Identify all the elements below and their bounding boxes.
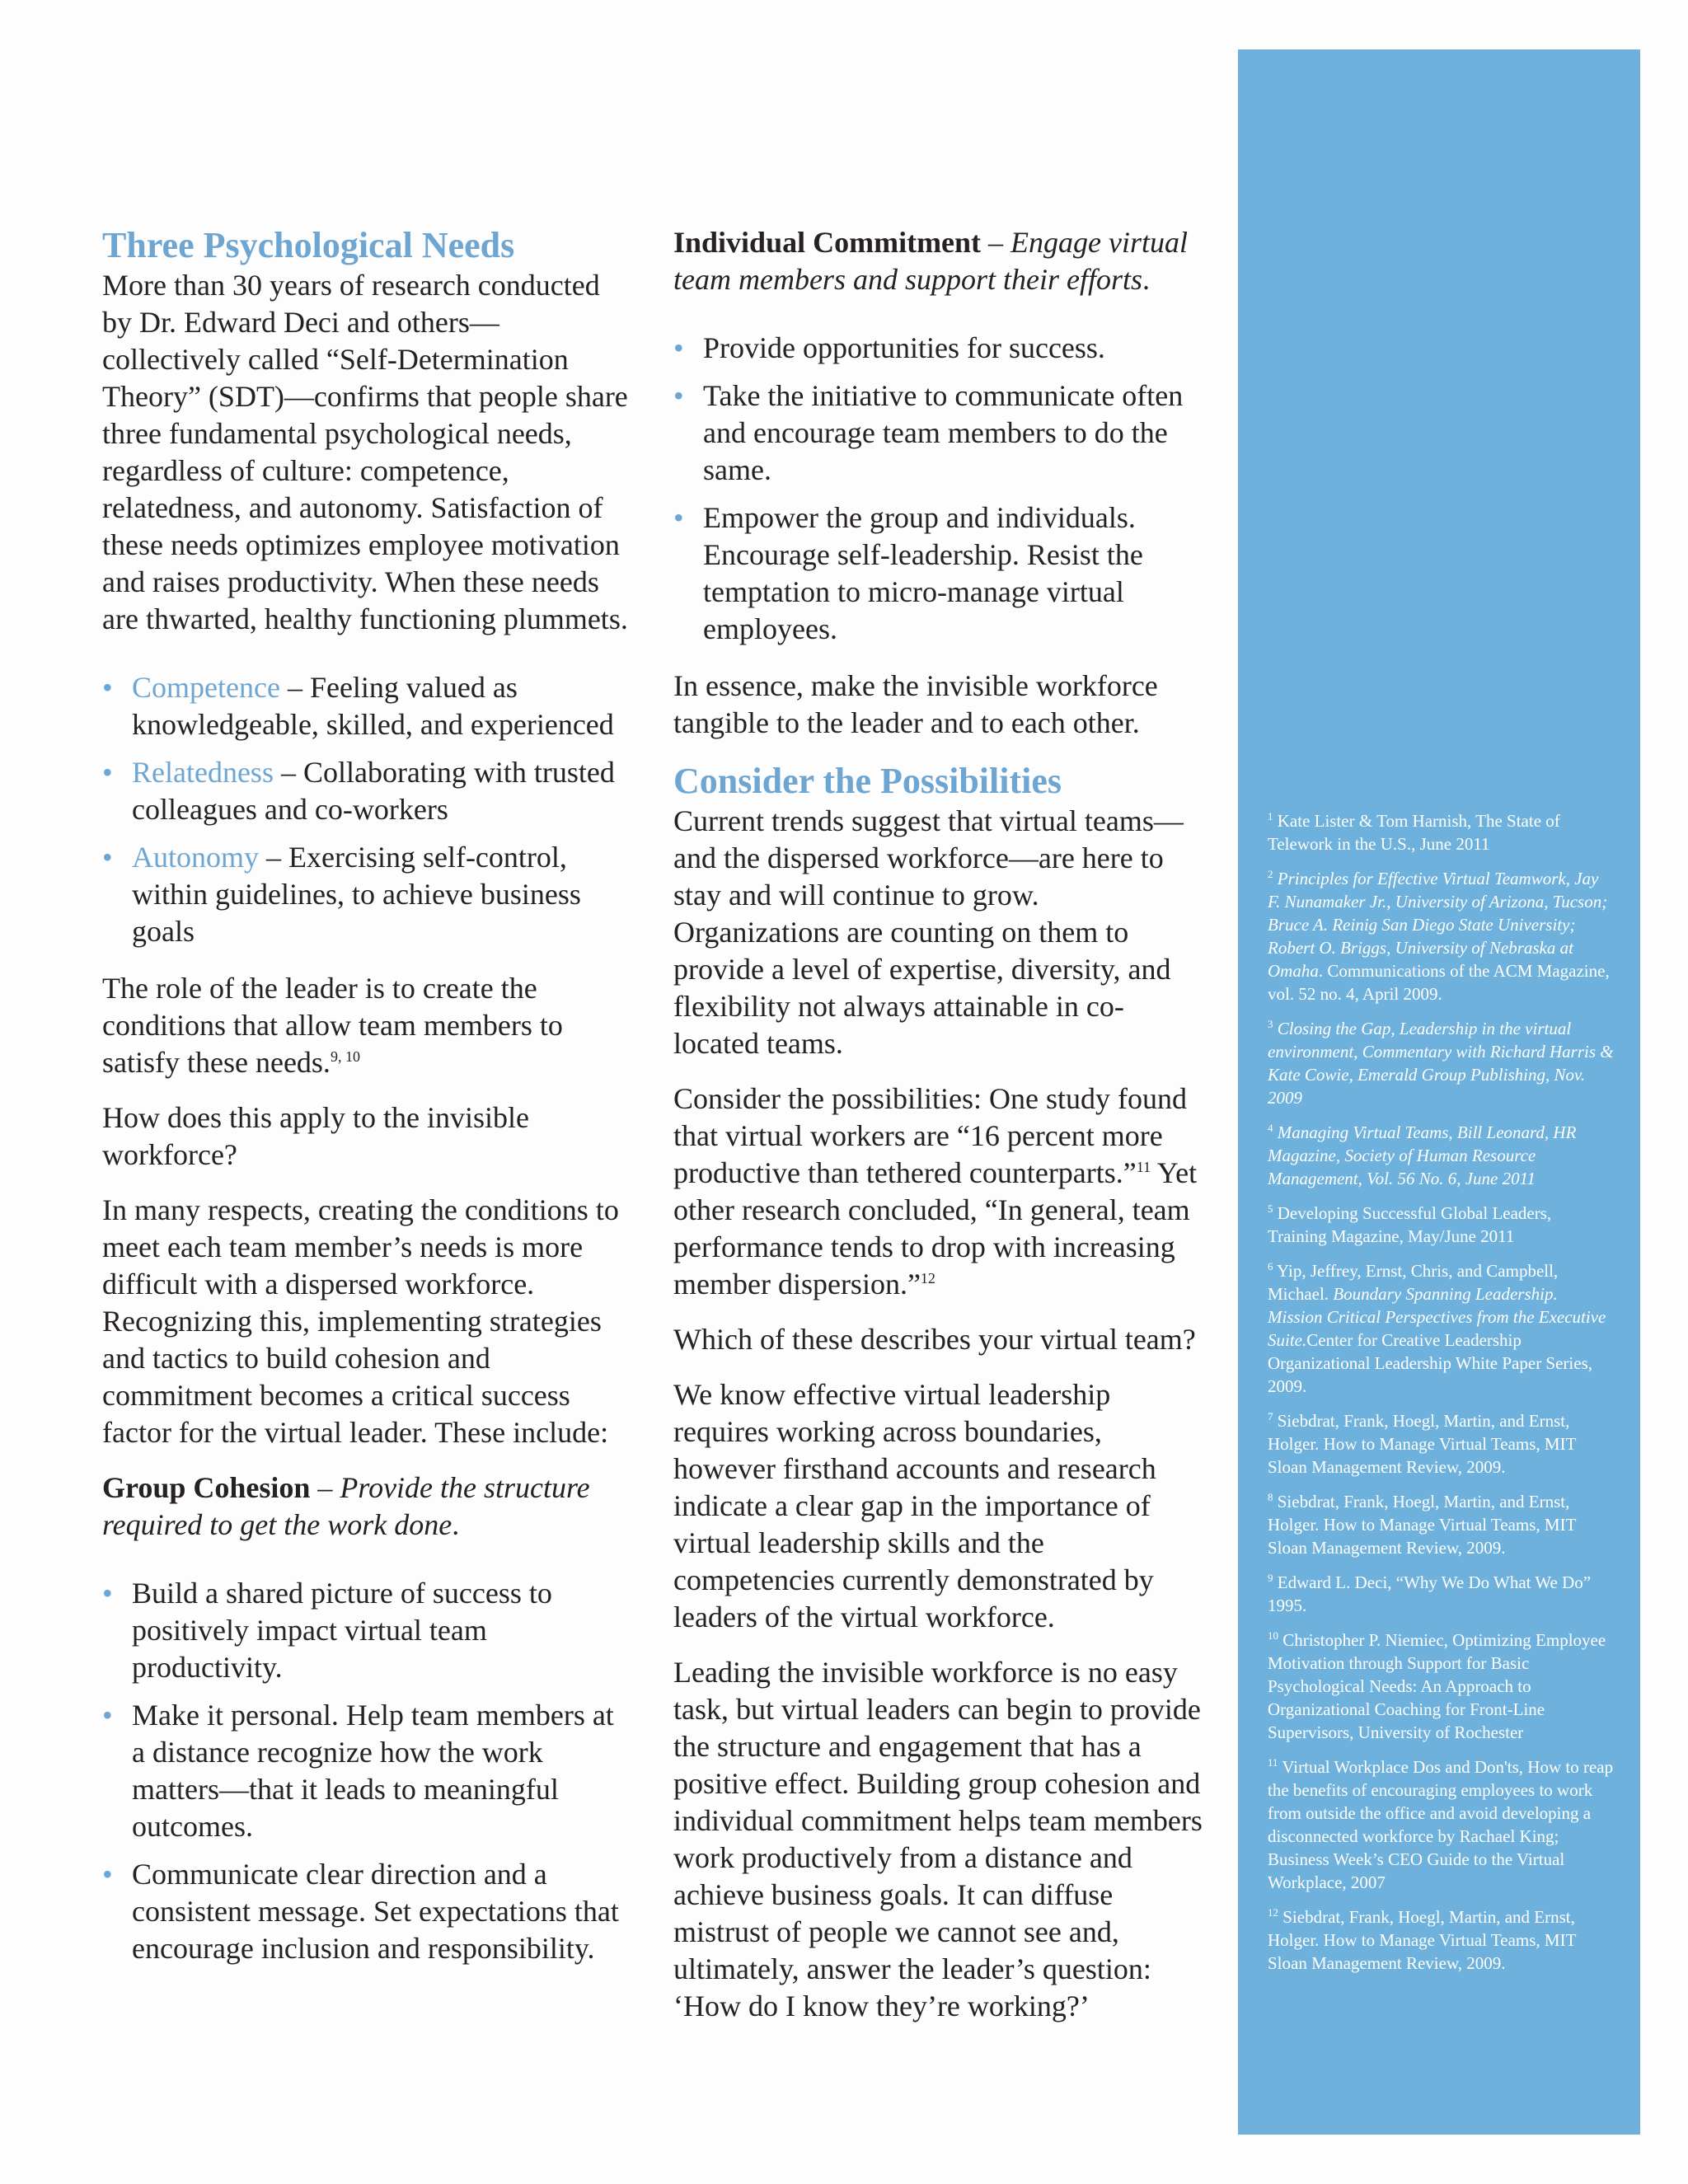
need-description: – Exercising self-control, within guidelines, to achieve business goals [132,841,581,948]
footnote [1268,1202,1614,1248]
list-item [102,1575,630,1686]
footnote-text: Siebdrat, Frank, Hoegl, Martin, and Ernst, Holger. How to Manage Virtual Teams, MIT Sloan Management Review, 2009. [1268,1492,1577,1558]
period: . [452,1508,460,1541]
footnote-italic: Principles for Effective Virtual Teamwork, Jay F. Nunamaker Jr., University of Arizona, Tucson; Bruce A. Reinig San Diego State University; Robert O. Briggs, University of Nebraska at Omaha [1268,869,1608,981]
needs-list [102,669,630,950]
list-item [102,839,630,950]
footnote-text: Kate Lister & Tom Harnish, The State of Telework in the U.S., June 2011 [1268,811,1560,854]
list-item [102,754,630,828]
individual-commitment-lead [673,224,1209,298]
need-term: Relatedness [132,756,274,789]
footnotes-list [1268,809,1614,1986]
footnote-number: 3 [1268,1018,1273,1030]
need-description: – Feeling valued as knowledgeable, skilled, and experienced [132,671,614,741]
footnote-number: 9 [1268,1572,1273,1584]
footnote-text: Center for Creative Leadership Organizational Leadership White Paper Series, 2009. [1268,1330,1593,1396]
footnote-ref: 11 [1136,1159,1151,1175]
period: . [1142,263,1150,296]
footnote-number: 10 [1268,1629,1278,1642]
bullet-icon: • [673,501,684,534]
list-item [673,499,1209,648]
footnote-number: 6 [1268,1260,1273,1272]
section-heading-possibilities: Consider the Possibilities [673,761,1062,801]
intro-paragraph: More than 30 years of research conducted by Dr. Edward Deci and others—collectively called “Self-Determination Theory” (SDT)—confirms that people share three fundamental psychological needs, regardless of culture: competence, relatedness, and autonomy. Satisfaction of these needs optimizes employee motivation and raises productivity. When these needs are thwarted, healthy functioning plummets. [102,269,628,635]
footnote [1268,1490,1614,1559]
commitment-list [673,330,1209,648]
bullet-icon: • [102,1858,113,1891]
footnote-number: 8 [1268,1491,1273,1503]
list-item [673,330,1209,367]
footnote-italic: Managing Virtual Teams, Bill Leonard, HR Magazine, Society of Human Resource Management, Vol. 56 No. 6, June 2011 [1268,1122,1577,1188]
bullet-icon: • [102,1699,113,1732]
bullet-icon: • [673,331,684,364]
need-term: Competence [132,671,280,704]
respects-paragraph: In many respects, creating the conditions to meet each team member’s needs is more difficult with a dispersed workforce. Recognizing this, implementing strategies and tactics to build cohesion and commitment becomes a critical success factor for the virtual leader. These include: [102,1193,619,1449]
footnote-number: 4 [1268,1122,1273,1134]
footnote-italic: Boundary Spanning Leadership. Mission Critical Perspectives from the Executive Suite. [1268,1284,1606,1350]
footnote-text: . Communications of the ACM Magazine, vol. 52 no. 4, April 2009. [1268,961,1610,1004]
individual-commitment-title: Individual Commitment [673,226,982,259]
footnote-ref: 9, 10 [330,1048,360,1065]
study-text: Yet other research concluded, “In general, team performance tends to drop with increasing member dispersion.” [673,1156,1198,1301]
left-column [102,224,630,1987]
footnote-text: Developing Successful Global Leaders, Training Magazine, May/June 2011 [1268,1203,1552,1246]
footnote-number: 5 [1268,1202,1273,1215]
footnote-number: 2 [1268,868,1273,880]
footnote-ref: 12 [920,1270,935,1286]
group-cohesion-lead [102,1469,630,1544]
footnote [1268,1409,1614,1479]
list-item-text: Take the initiative to communicate often and encourage team members to do the same. [703,379,1184,486]
footnote-text: Yip, Jeffrey, Ernst, Chris, and Campbell, Michael. [1268,1261,1559,1304]
footnote [1268,1629,1614,1744]
middle-column [673,224,1209,2043]
list-item-text: Provide opportunities for success. [703,331,1105,364]
section-heading-three-needs: Three Psychological Needs [102,225,515,265]
footnotes-sidebar [1238,49,1640,2135]
group-cohesion-title: Group Cohesion [102,1471,311,1504]
footnote-text: Siebdrat, Frank, Hoegl, Martin, and Ernst, Holger. How to Manage Virtual Teams, MIT Sloan Management Review, 2009. [1268,1907,1577,1973]
group-cohesion-subtitle: Provide the structure required to get the work done [102,1471,590,1541]
list-item [673,377,1209,489]
individual-commitment-subtitle: Engage virtual team members and support their efforts [673,226,1189,296]
study-text: Consider the possibilities: One study found that virtual workers are “16 percent more productive than tethered counterparts.” [673,1082,1187,1189]
which-paragraph: Which of these describes your virtual team? [673,1323,1196,1356]
footnote-number: 7 [1268,1410,1273,1422]
footnote [1268,1905,1614,1975]
dash: – [981,226,1011,259]
trends-paragraph: Current trends suggest that virtual teams—and the dispersed workforce—are here to stay and will continue to grow. Organizations are counting on them to provide a level of expertise, diversity, and flexibility not always attainable in co-located teams. [673,804,1184,1060]
footnote-italic: Closing the Gap, Leadership in the virtual environment, Commentary with Richard Harris & Kate Cowie, Emerald Group Publishing, Nov. 2009 [1268,1019,1614,1108]
footnote-text: Virtual Workplace Dos and Don'ts, How to reap the benefits of encouraging employees to work from outside the office and avoid developing a disconnected workforce by Rachael King; Business Week’s CEO Guide to the Virtual Workplace, 2007 [1268,1757,1614,1892]
footnote-text: Christopher P. Niemiec, Optimizing Employee Motivation through Support for Basic Psychological Needs: An Approach to Organizational Coaching for Front-Line Supervisors, University of Rochester [1268,1630,1606,1742]
list-item-text: Empower the group and individuals. Encourage self-leadership. Resist the temptation to micro-manage virtual employees. [703,501,1143,645]
footnote-number: 11 [1268,1756,1278,1769]
footnote-number: 1 [1268,810,1273,823]
cohesion-list [102,1575,630,1967]
footnote [1268,809,1614,855]
role-text: The role of the leader is to create the conditions that allow team members to satisfy these needs. [102,972,563,1079]
bullet-icon: • [102,1577,113,1610]
footnote-text: Siebdrat, Frank, Hoegl, Martin, and Ernst, Holger. How to Manage Virtual Teams, MIT Sloan Management Review, 2009. [1268,1411,1577,1477]
role-paragraph [102,970,630,1081]
footnote-number: 12 [1268,1906,1278,1919]
need-term: Autonomy [132,841,260,874]
list-item [102,1697,630,1845]
bullet-icon: • [673,379,684,412]
essence-paragraph: In essence, make the invisible workforce tangible to the leader and to each other. [673,669,1158,739]
bullet-icon: • [102,671,113,704]
we-know-paragraph: We know effective virtual leadership requires working across boundaries, however firsthand accounts and research indicate a clear gap in the importance of virtual leadership skills and the competencies currently demonstrated by leaders of the virtual workforce. [673,1378,1156,1633]
study-paragraph [673,1080,1209,1303]
question-paragraph: How does this apply to the invisible workforce? [102,1101,529,1171]
bullet-icon: • [102,841,113,874]
footnote [1268,867,1614,1005]
footnote [1268,1259,1614,1398]
list-item-text: Build a shared picture of success to positively impact virtual team productivity. [132,1577,552,1684]
list-item [102,1856,630,1967]
list-item-text: Make it personal. Help team members at a distance recognize how the work matters—that it leads to meaningful outcomes. [132,1699,614,1843]
bullet-icon: • [102,756,113,789]
footnote [1268,1571,1614,1617]
dash: – [310,1471,340,1504]
footnote [1268,1755,1614,1894]
leading-paragraph: Leading the invisible workforce is no easy task, but virtual leaders can begin to provide the structure and engagement that has a positive effect. Building group cohesion and individual commitment helps team members work productively from a distance and achieve business goals. It can diffuse mistrust of people we cannot see and, ultimately, answer the leader’s question: ‘How do I know they’re working?’ [673,1656,1203,2022]
list-item-text: Communicate clear direction and a consistent message. Set expectations that encourage inclusion and responsibility. [132,1858,619,1965]
footnote-text: Edward L. Deci, “Why We Do What We Do” 1995. [1268,1572,1592,1615]
need-description: – Collaborating with trusted colleagues and co-workers [132,756,615,826]
footnote [1268,1017,1614,1109]
footnote [1268,1121,1614,1190]
list-item [102,669,630,743]
